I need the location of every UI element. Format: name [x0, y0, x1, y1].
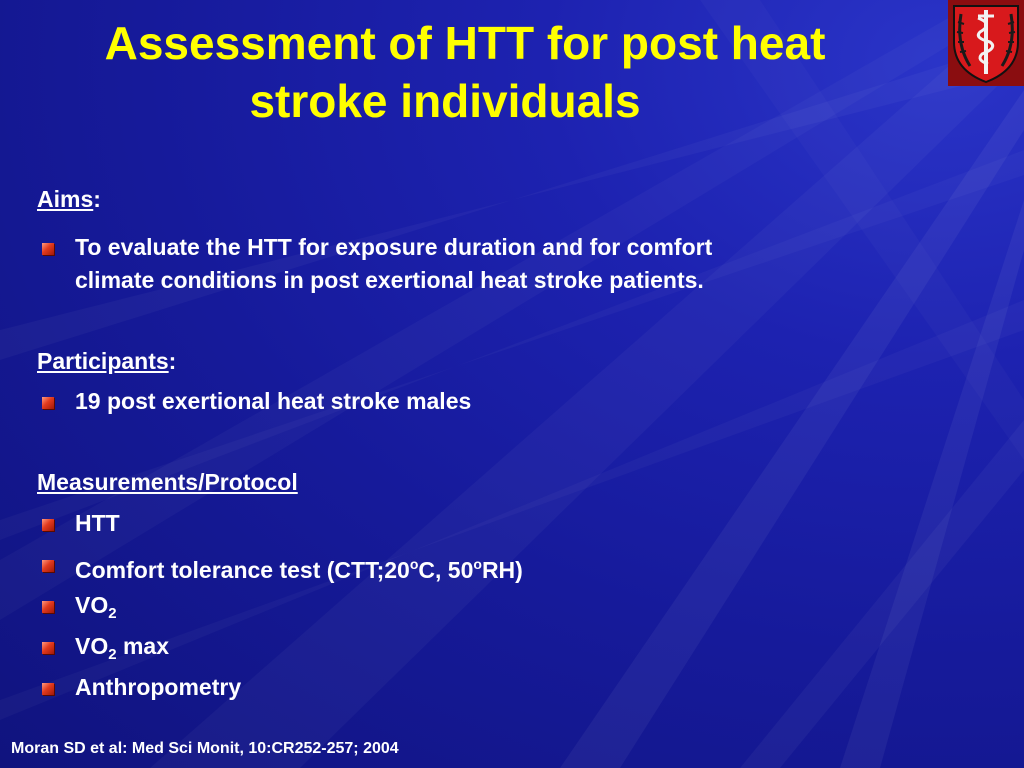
bullet-icon [42, 519, 54, 531]
bullet-icon [42, 397, 54, 409]
bullet-icon [42, 601, 54, 613]
aims-text-line-2: climate conditions in post exertional heat stroke patients. [75, 267, 704, 293]
participants-heading: Participants: [37, 348, 177, 374]
bullet-icon [42, 642, 54, 654]
citation: Moran SD et al: Med Sci Monit, 10:CR252-257; 2004 [11, 740, 399, 757]
title-line-1: Assessment of HTT for post heat [104, 17, 826, 69]
bullet-icon [42, 243, 54, 255]
aims-heading: Aims: [37, 186, 101, 212]
participants-text: 19 post exertional heat stroke males [75, 388, 472, 414]
bullet-icon [42, 560, 54, 572]
bullet-icon [42, 683, 54, 695]
title-line-2: stroke individuals [249, 75, 641, 127]
aims-text-line-1: To evaluate the HTT for exposure duration and for comfort [75, 234, 713, 260]
slide-title [0, 14, 930, 130]
medical-corps-logo [948, 0, 1024, 86]
measurements-heading: Measurements/Protocol [37, 469, 298, 495]
